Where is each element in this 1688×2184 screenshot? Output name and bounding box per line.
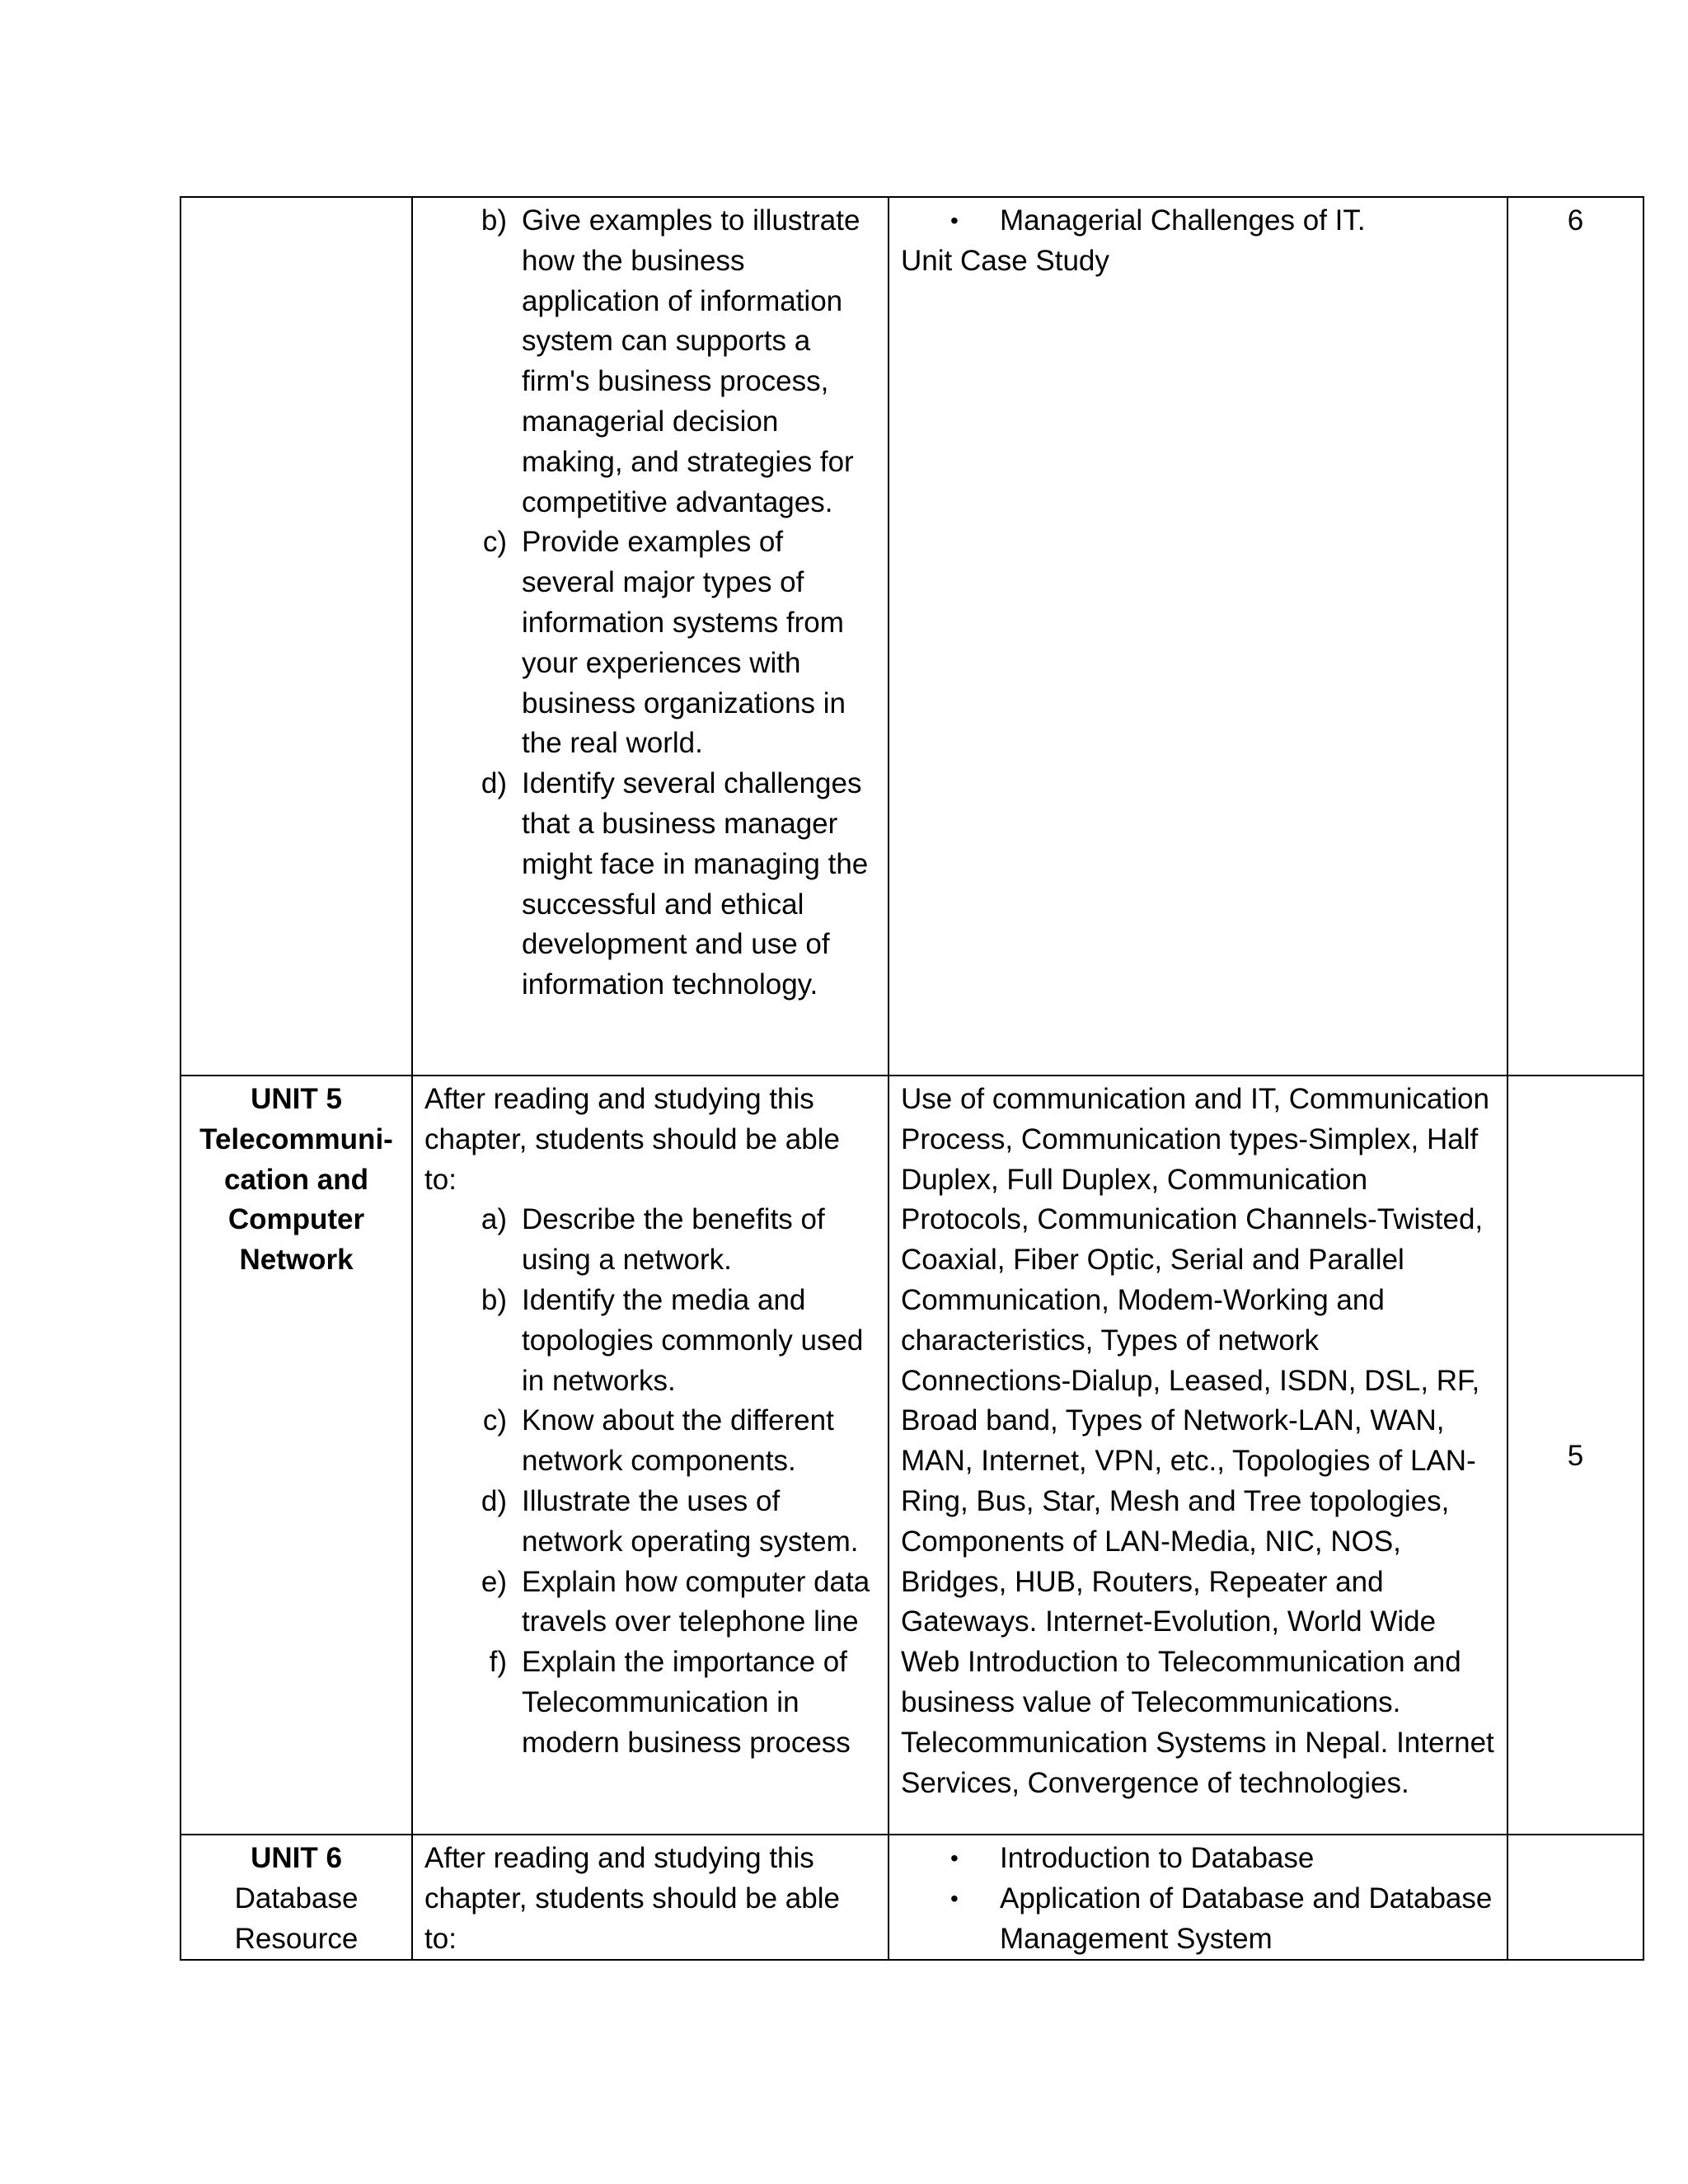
unit-title: Database Resource [234,1882,359,1955]
objectives-list [424,201,876,1005]
content-cell [889,1835,1507,1960]
table-row [181,197,1643,1076]
table-row [181,1076,1643,1835]
hours-cell: 5 [1507,1076,1643,1835]
bullet-item [901,1879,1495,1960]
list-item [424,1563,876,1643]
bullet-text: Introduction to Database [1000,1842,1315,1874]
list-item [424,764,876,1005]
objectives-list [424,1200,876,1763]
list-item-text: Explain how computer data travels over telephone line [522,1565,870,1638]
unit-cell [181,1076,412,1835]
bullet-text: Application of Database and Database Management System [1000,1882,1493,1955]
list-marker: b) [481,1283,507,1316]
list-item-text: Describe the benefits of using a network. [522,1203,825,1277]
bullet-item [901,201,1495,241]
objectives-cell [412,1076,889,1835]
bullet-icon: • [950,208,959,233]
list-marker: a) [481,1203,507,1236]
list-item-text: Identify several challenges that a business manager might face in managing the successful and ethical development and use of information technology. [522,767,869,1001]
bullet-item [901,1839,1495,1879]
content-text: Unit Case Study [901,244,1109,277]
list-item [424,1401,876,1482]
list-item-text: Provide examples of several major types of information systems from your experiences with business organizations in the real world. [522,526,846,760]
list-item [424,523,876,764]
content-text: Use of communication and IT, Communication Process, Communication types-Simplex, Half Duplex, Full Duplex, Communication Protocols, Communication Channels-Twisted, Coaxial, Fiber Optic, Serial and Parallel Communication, Modem-Working and characteristics, Types of network Connections-Dialup, Leased, ISDN, DSL, RF, Broad band, Types of Network-LAN, WAN, MAN, Internet, VPN, etc., Topologies of LAN-Ring, Bus, Star, Mesh and Tree topologies, Components of LAN-Media, NIC, NOS, Bridges, HUB, Routers, Repeater and Gateways. Internet-Evolution, World Wide Web Introduction to Telecommunication and business value of Telecommunications. Telecommunication Systems in Nepal. Internet Services, Convergence of technologies. [901,1083,1494,1799]
content-bullets [901,201,1495,241]
content-cell [889,1076,1507,1835]
unit-title: Telecommuni-cation and Computer Network [199,1122,393,1277]
bullet-text: Managerial Challenges of IT. [1000,204,1366,237]
unit-number: UNIT 5 [251,1083,342,1115]
objectives-intro: After reading and studying this chapter, students should be able to: [424,1842,840,1955]
bullet-icon: • [950,1885,959,1911]
list-item-text: Know about the different network components. [522,1404,834,1478]
list-marker: c) [482,1404,507,1437]
list-item-text: Illustrate the uses of network operating system. [522,1484,859,1558]
table-row [181,1835,1643,1960]
unit-cell [181,1835,412,1960]
list-marker: e) [481,1565,507,1598]
list-marker: b) [481,204,507,237]
list-item-text: Identify the media and topologies commonly used in networks. [522,1283,864,1397]
list-marker: d) [481,767,507,800]
content-cell [889,197,1507,1076]
hours-cell [1507,1835,1643,1960]
objectives-intro: After reading and studying this chapter, students should be able to: [424,1083,840,1196]
list-item [424,1643,876,1763]
hours-cell: 6 [1507,197,1643,1076]
bullet-icon: • [950,1845,959,1871]
unit-cell [181,197,412,1076]
list-item-text: Give examples to illustrate how the business application of information system can supports a firm's business process, managerial decision making, and strategies for competitive advantages. [522,204,860,518]
unit-number: UNIT 6 [251,1842,342,1874]
list-item [424,1281,876,1401]
objectives-cell [412,1835,889,1960]
syllabus-table [180,196,1644,1961]
list-item [424,201,876,523]
list-item [424,1200,876,1281]
content-bullets [901,1839,1495,1959]
objectives-cell [412,197,889,1076]
list-marker: d) [481,1484,507,1517]
list-item [424,1482,876,1563]
list-item-text: Explain the importance of Telecommunication in modern business process [522,1646,851,1759]
list-marker: c) [482,526,507,559]
list-marker: f) [489,1646,507,1679]
